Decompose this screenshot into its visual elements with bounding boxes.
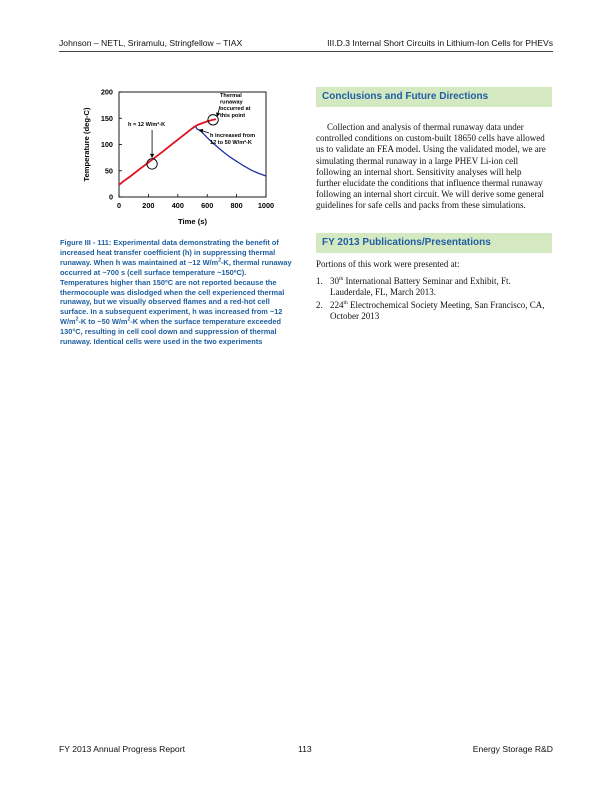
- footer-report-title: FY 2013 Annual Progress Report: [59, 744, 185, 754]
- section-heading-conclusions: Conclusions and Future Directions: [316, 87, 552, 107]
- ordinal: 224: [330, 300, 344, 310]
- y-tick-label: 50: [104, 166, 113, 176]
- annotation-line: h = 12 W/m²-K: [128, 122, 166, 128]
- annotation-label: [220, 93, 251, 119]
- page-number: 113: [298, 744, 312, 754]
- x-tick-label: 0: [116, 201, 122, 210]
- chart-series: [119, 119, 266, 185]
- list-item-text: [330, 300, 550, 322]
- annotation-label: [210, 133, 255, 146]
- x-tick-label: 200: [142, 201, 155, 210]
- list-item-text: [330, 276, 550, 298]
- y-tick-label: 200: [100, 87, 113, 97]
- superscript: 2: [75, 316, 79, 323]
- x-tick-label: 1000: [257, 201, 275, 210]
- chart-annotations: [128, 93, 255, 169]
- running-header-authors: Johnson – NETL, Sriramulu, Stringfellow – TIAX: [59, 38, 243, 48]
- ordinal-suffix: th: [339, 276, 344, 282]
- superscript: 2: [127, 316, 131, 323]
- annotation-label: [128, 121, 165, 128]
- temperature-chart: [70, 82, 285, 232]
- annotation-line: Thermal: [220, 93, 242, 99]
- y-tick-label: 150: [100, 113, 113, 123]
- figure-caption: Figure III - 111: Experimental data demonstrating the benefit of increased heat transfer coefficient (h) in suppressing thermal runaway. When h was maintained at ~12 $W/m^2-K$, thermal runaway occurred at ~700 s (cell surface temperature ~150ºC). Temperatures higher than 150ºC are not reported because the thermocouple was dislodged when the cell experienced thermal runaway, but we visually observed flames and a red-hot cell surface. In a subsequent experiment, h was increased from ~12 $W/m^2-K$ to ~50 $W/m^2-K$ when the surface temperature exceeded 130°C, resulting in cell cool down and suppression of thermal runaway. Identical cells were used in the two experiments: [60, 238, 292, 347]
- ordinal: 30: [330, 276, 339, 286]
- ordinal-suffix: th: [343, 300, 348, 306]
- publications-intro: Portions of this work were presented at:: [316, 259, 460, 269]
- section-heading-publications: FY 2013 Publications/Presentations: [316, 233, 552, 253]
- annotation-arrowhead: [150, 154, 154, 158]
- conclusions-paragraph: Collection and analysis of thermal runaway data under controlled conditions on custom-built 18650 cells have allowed us to validate an FEA model. Using the validated model, we are simulating thermal runaway in a large PHEV Li-ion cell following an internal short. Sensitivity analyses will help further elucidate the conditions that influence thermal runaway following an internal short circuit. We will derive some general guidelines for safe cells and packs from these simulations.: [316, 122, 546, 211]
- series-line: [119, 119, 216, 185]
- superscript: 2: [218, 257, 221, 264]
- x-tick-label: 400: [171, 201, 184, 210]
- footer-program: Energy Storage R&D: [472, 744, 553, 754]
- list-item-rest: Electrochemical Society Meeting, San Francisco, CA, October 2013: [330, 300, 545, 322]
- y-axis-label: Temperature (deg-C): [82, 107, 91, 182]
- list-item-number: 1.: [316, 276, 323, 286]
- y-tick-label: 0: [108, 192, 113, 202]
- annotation-line: runaway: [220, 99, 243, 106]
- annotation-line: occurred at: [220, 106, 251, 113]
- x-axis-label: Time (s): [178, 217, 207, 226]
- list-item-number: 2.: [316, 300, 323, 310]
- y-tick-label: 100: [100, 140, 113, 149]
- annotation-line: h increased from: [210, 133, 256, 139]
- x-tick-label: 800: [230, 201, 243, 210]
- x-tick-label: 600: [201, 201, 214, 210]
- annotation-line: 12 to 50 W/m²-K: [210, 140, 252, 146]
- header-rule: [59, 51, 553, 52]
- list-item-rest: International Battery Seminar and Exhibit, Ft. Lauderdale, FL, March 2013.: [330, 276, 511, 298]
- running-header-section: III.D.3 Internal Short Circuits in Lithium-Ion Cells for PHEVs: [327, 38, 553, 48]
- annotation-line: this point: [220, 112, 246, 119]
